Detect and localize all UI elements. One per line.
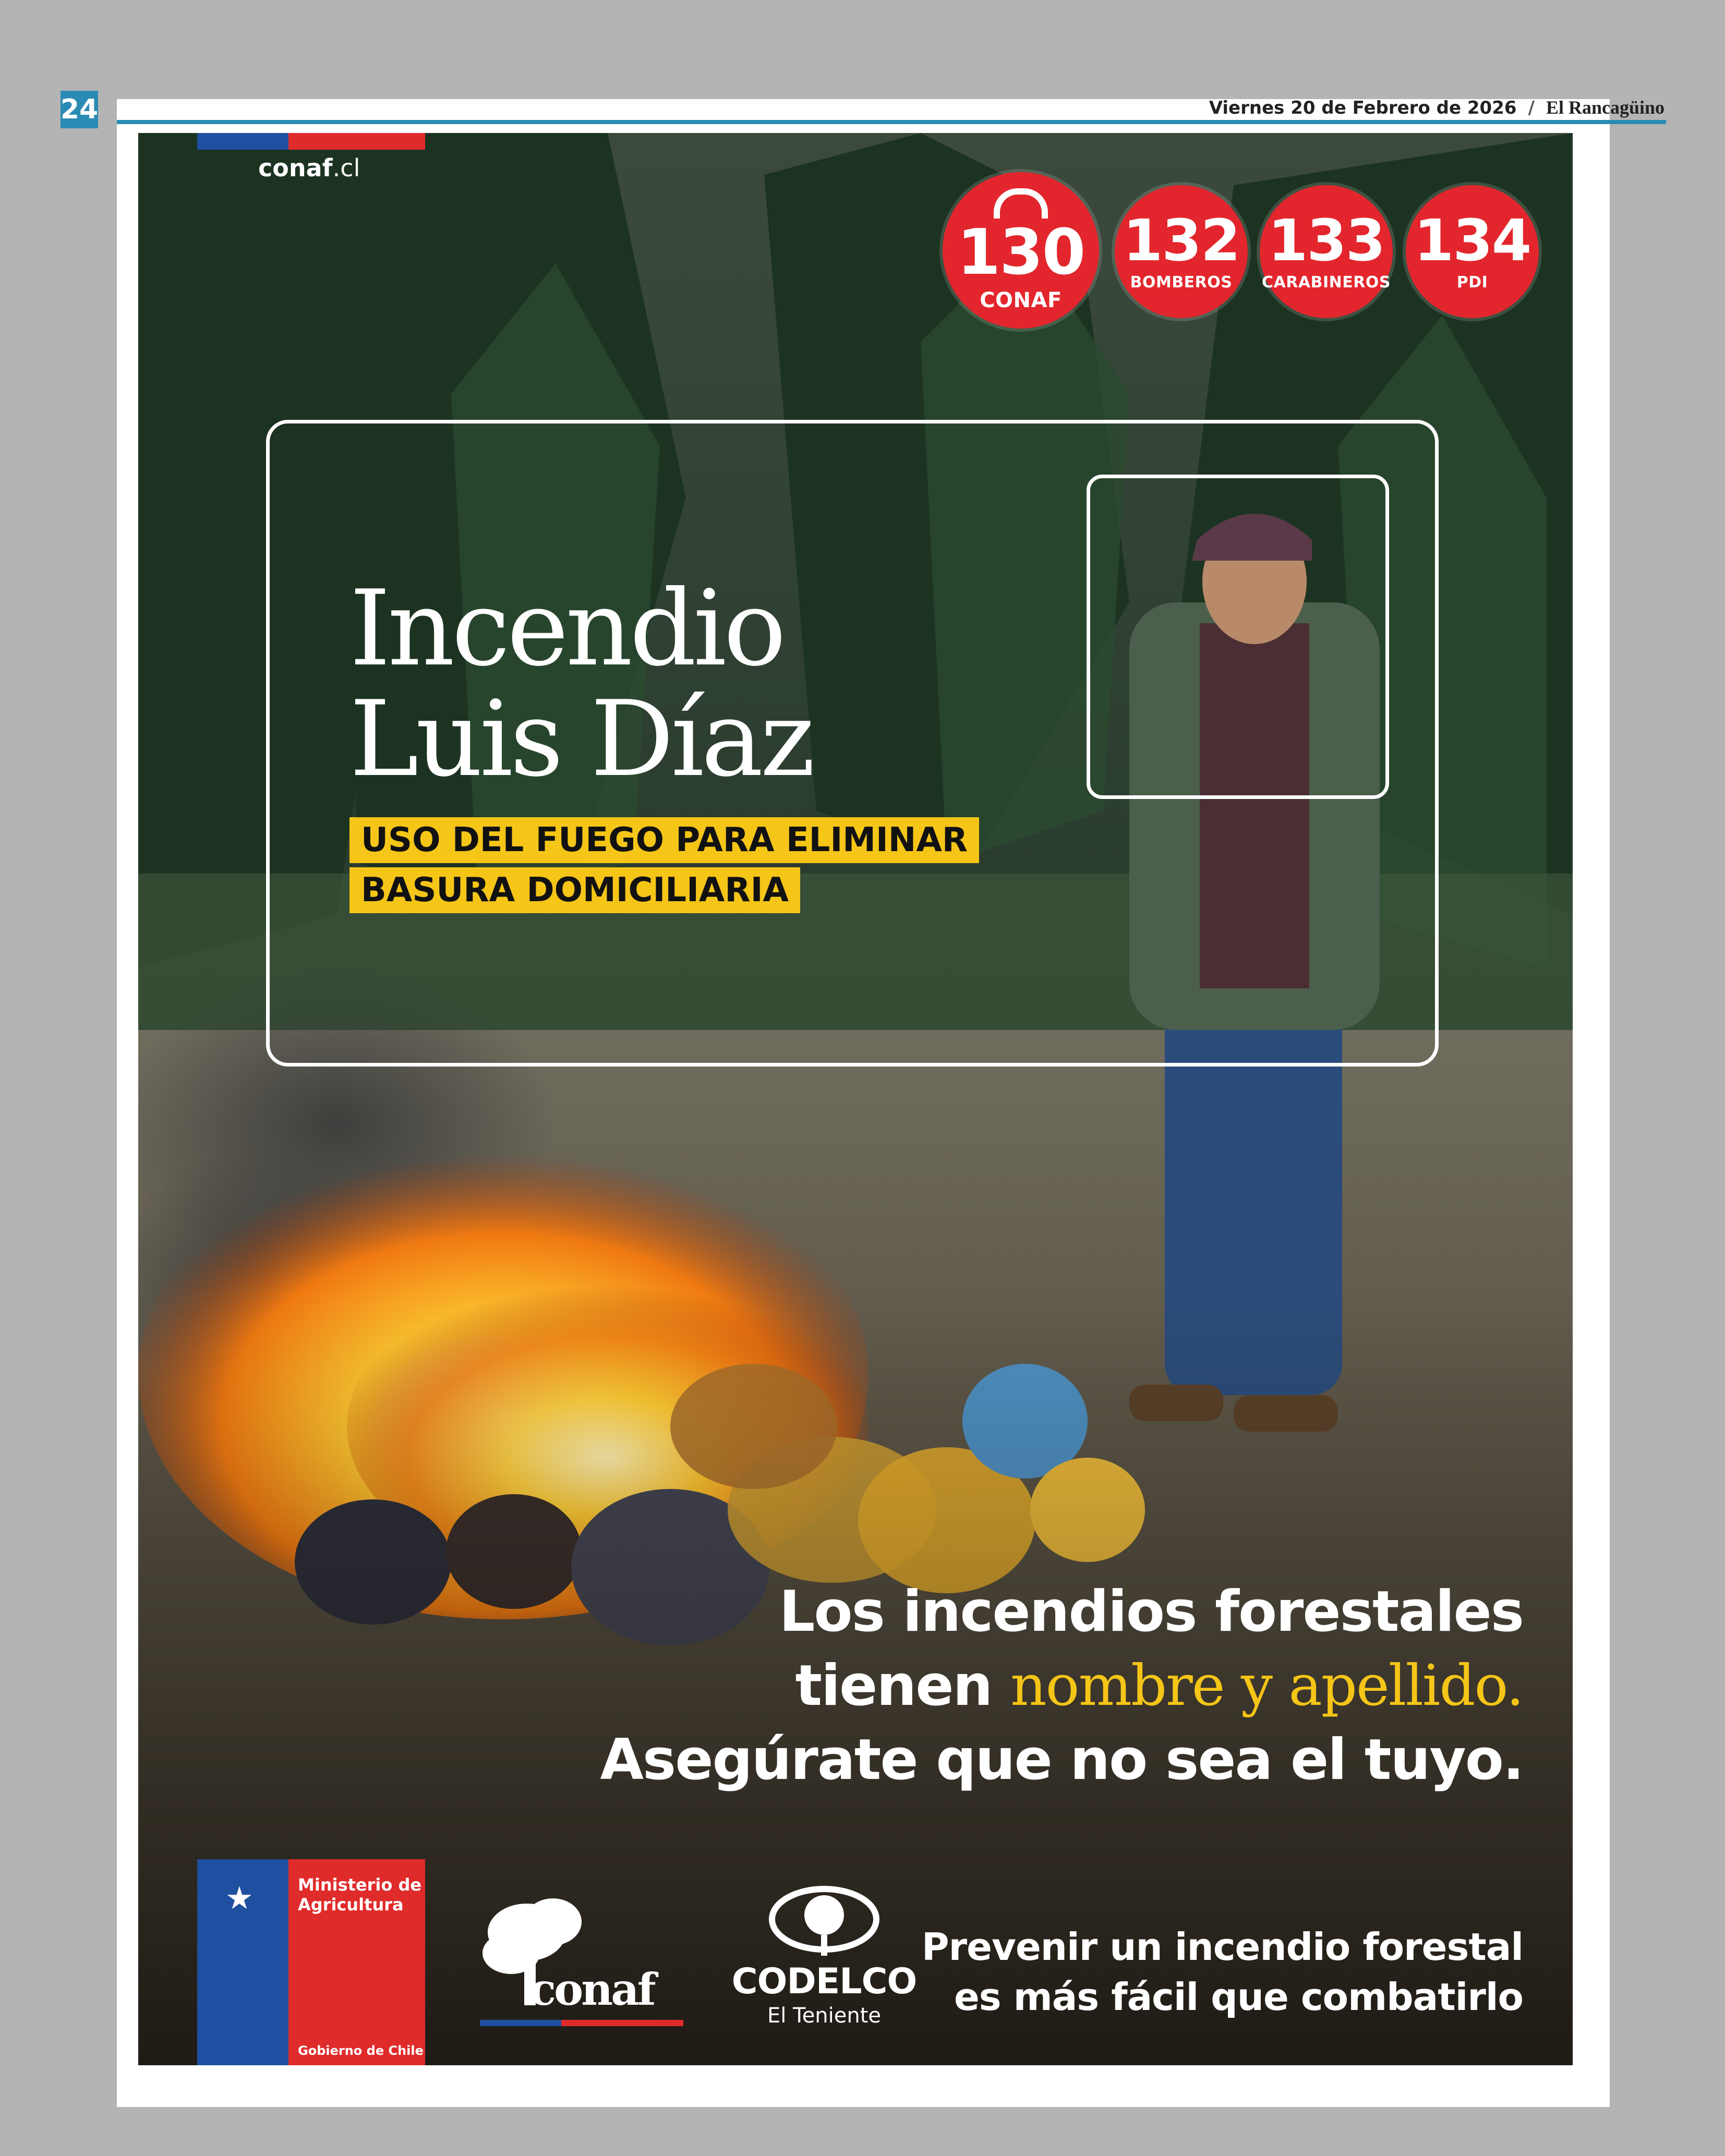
- header-rule: [117, 120, 1666, 124]
- emergency-number-carabineros: 133 CARABINEROS: [1260, 185, 1393, 318]
- prevention-tagline: Prevenir un incendio forestal es más fácil que combatirlo: [921, 1925, 1523, 2019]
- cause-tag-line-1: USO DEL FUEGO PARA ELIMINAR: [349, 817, 979, 863]
- gobierno-label: Gobierno de Chile: [298, 2043, 424, 2058]
- codelco-logo: CODELCO El Teniente: [725, 1883, 923, 2029]
- title-line-2: Luis Díaz: [349, 679, 812, 800]
- slogan-line-3: Asegúrate que no sea el tuyo.: [600, 1727, 1523, 1792]
- page-number: 24: [61, 91, 98, 128]
- conaf-website: conaf.cl: [258, 154, 360, 182]
- publication-name: El Rancagüino: [1546, 97, 1664, 118]
- header-separator: /: [1528, 98, 1535, 118]
- emergency-number-bomberos: 132 BOMBEROS: [1115, 185, 1248, 318]
- ad-title: [349, 568, 812, 800]
- cause-tag-line-2: BASURA DOMICILIARIA: [349, 867, 800, 913]
- flag-color-bar: [197, 133, 425, 150]
- star-icon: ★: [225, 1880, 254, 1917]
- header-date: Viernes 20 de Febrero de 2026: [1209, 98, 1517, 118]
- slogan-line-2: tienen nombre y apellido.: [795, 1653, 1523, 1718]
- codelco-emblem-icon: [725, 1883, 923, 1961]
- conaf-logo: conaf: [480, 1896, 683, 2026]
- emergency-number-pdi: 134 PDI: [1406, 185, 1539, 318]
- title-line-1: Incendio: [349, 568, 783, 689]
- page-header: [1209, 96, 1664, 118]
- slogan-highlight: nombre y apellido.: [1010, 1653, 1523, 1718]
- phone-icon: [994, 188, 1048, 219]
- ad-slogan: [600, 1575, 1523, 1797]
- face-focus-frame: [1087, 475, 1389, 799]
- slogan-line-1: Los incendios forestales: [779, 1579, 1523, 1644]
- conaf-advertisement: [138, 133, 1573, 2065]
- ministerio-agricultura-logo: ★ Ministerio de Agricultura Gobierno de Chile: [197, 1859, 425, 2065]
- emergency-number-conaf: 130 CONAF: [943, 172, 1099, 329]
